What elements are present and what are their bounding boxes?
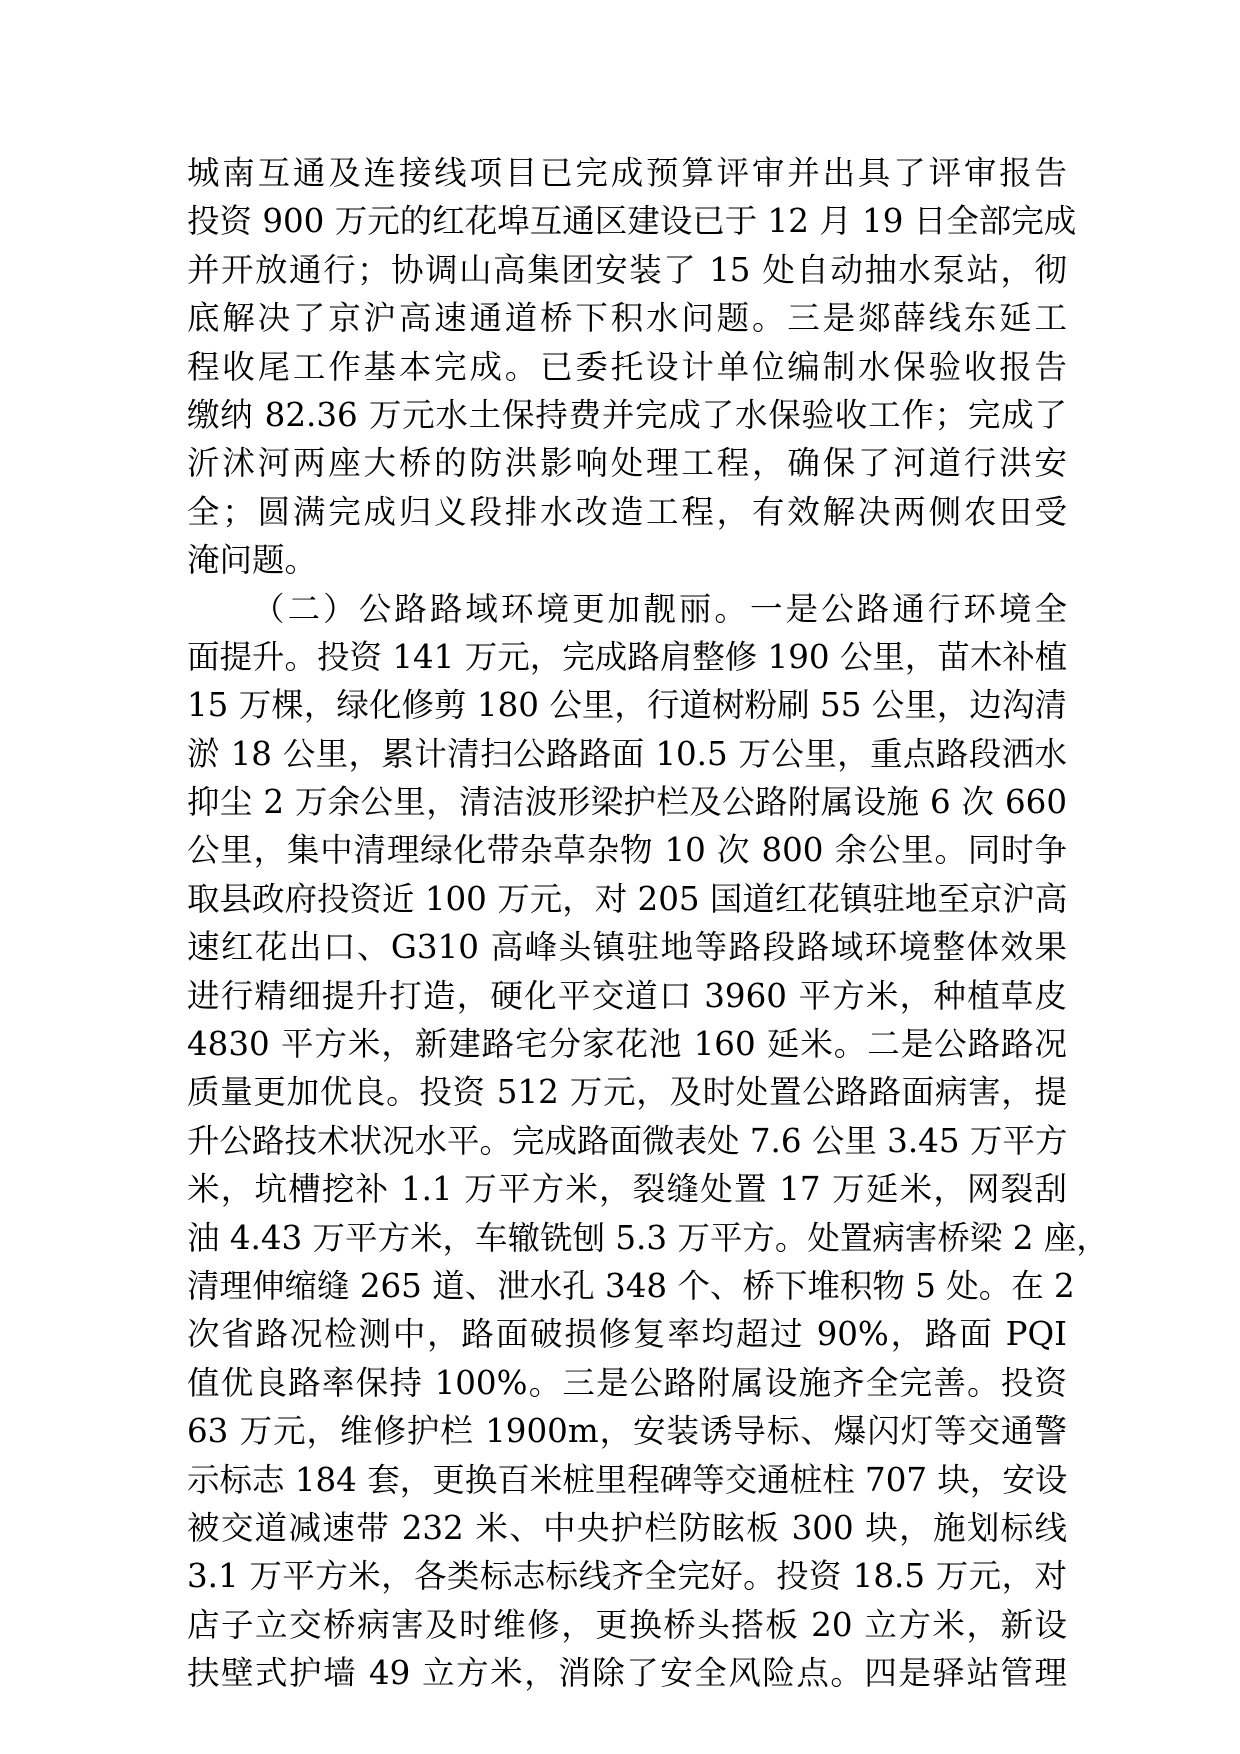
text-line: 缴纳 82.36 万元水土保持费并完成了水保验收工作；完成了 — [187, 395, 1067, 434]
text-line: 升公路技术状况水平。完成路面微表处 7.6 公里 3.45 万平方 — [187, 1121, 1068, 1160]
text-line: 城南互通及连接线项目已完成预算评审并出具了评审报告 — [187, 154, 1067, 192]
text-line: 质量更加优良。投资 512 万元，及时处置公路路面病害，提 — [187, 1073, 1067, 1112]
text-line: 抑尘 2 万余公里，清洁波形梁护栏及公路附属设施 6 次 660 — [187, 783, 1067, 822]
body-text — [187, 149, 1109, 1698]
text-line: 沂沭河两座大桥的防洪影响处理工程，确保了河道行洪安 — [187, 444, 1067, 483]
text-line: 次省路况检测中，路面破损修复率均超过 90%，路面 PQI — [187, 1315, 1067, 1354]
text-line: 值优良路率保持 100%。三是公路附属设施齐全完善。投资 — [187, 1363, 1067, 1402]
text-line: 63 万元，维修护栏 1900m，安装诱导标、爆闪灯等交通警 — [187, 1412, 1067, 1451]
text-line: 投资 900 万元的红花埠互通区建设已于 12 月 19 日全部完成 — [187, 202, 1077, 241]
section-heading-line: （二）公路路域环境更加靓丽。一是公路通行环境全 — [252, 589, 1067, 628]
text-line: 面提升。投资 141 万元，完成路肩整修 190 公里，苗木补植 — [187, 637, 1068, 676]
text-line: 示标志 184 套，更换百米桩里程碑等交通桩柱 707 块，安设 — [187, 1460, 1068, 1499]
text-line: 被交道减速带 232 米、中央护栏防眩板 300 块，施划标线 — [187, 1508, 1067, 1547]
text-line: 并开放通行；协调山高集团安装了 15 处自动抽水泵站，彻 — [187, 250, 1067, 289]
text-line: 公里，集中清理绿化带杂草杂物 10 次 800 余公里。同时争 — [187, 831, 1067, 870]
text-line: 全；圆满完成归义段排水改造工程，有效解决两侧农田受 — [187, 492, 1067, 531]
text-line: 取县政府投资近 100 万元，对 205 国道红花镇驻地至京沪高 — [187, 879, 1068, 918]
text-line: 速红花出口、G310 高峰头镇驻地等路段路域环境整体效果 — [187, 928, 1067, 967]
text-line: 清理伸缩缝 265 道、泄水孔 348 个、桥下堆积物 5 处。在 2 — [187, 1266, 1075, 1305]
text-line: 油 4.43 万平方米，车辙铣刨 5.3 万平方。处置病害桥梁 2 座， — [187, 1218, 1109, 1257]
text-line: 15 万棵，绿化修剪 180 公里，行道树粉刷 55 公里，边沟清 — [187, 686, 1067, 725]
text-line: 淹问题。 — [187, 541, 318, 580]
text-line: 进行精细提升打造，硬化平交道口 3960 平方米，种植草皮 — [187, 976, 1067, 1015]
text-line: 淤 18 公里，累计清扫公路路面 10.5 万公里，重点路段洒水 — [187, 734, 1067, 773]
text-line: 底解决了京沪高速通道桥下积水问题。三是郯薛线东延工 — [187, 299, 1067, 338]
text-line: 米，坑槽挖补 1.1 万平方米，裂缝处置 17 万延米，网裂刮 — [187, 1170, 1067, 1209]
text-line: 程收尾工作基本完成。已委托设计单位编制水保验收报告 — [187, 347, 1067, 386]
text-line: 店子立交桥病害及时维修，更换桥头搭板 20 立方米，新设 — [187, 1605, 1067, 1644]
text-line: 扶壁式护墙 49 立方米，消除了安全风险点。四是驿站管理 — [187, 1654, 1067, 1693]
text-line: 3.1 万平方米，各类标志标线齐全完好。投资 18.5 万元，对 — [187, 1557, 1067, 1596]
text-line: 4830 平方米，新建路宅分家花池 160 延米。二是公路路况 — [187, 1025, 1067, 1064]
